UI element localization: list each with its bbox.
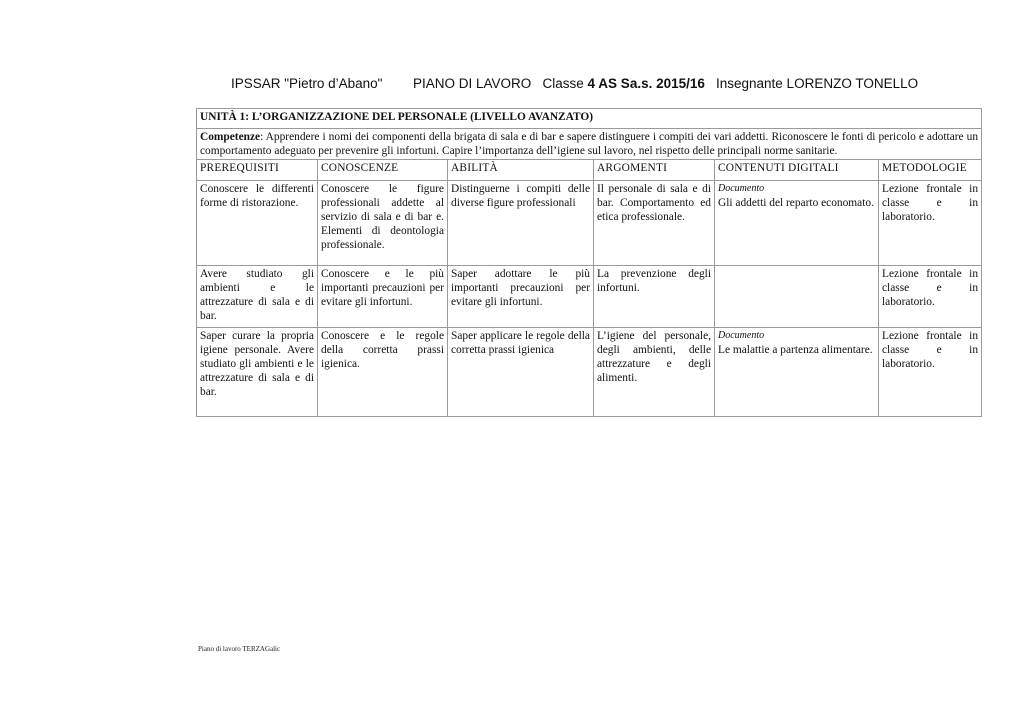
cell-abilita: Saper adottare le più importanti precauzioni per evitare gli infortuni. (448, 266, 594, 328)
teacher-name: Insegnante LORENZO TONELLO (716, 76, 919, 91)
school-name: IPSSAR "Pietro d’Abano" (231, 76, 383, 91)
plan-prefix: PIANO DI LAVORO Classe (413, 76, 588, 91)
unit-title: UNITÀ 1: L’ORGANIZZAZIONE DEL PERSONALE (LIVELLO AVANZATO) (197, 109, 982, 129)
cell-metodologie: Lezione frontale in classe e in laboratorio. (879, 266, 982, 328)
competenze-row (197, 129, 982, 160)
cell-contenuti-digitali (715, 328, 879, 417)
plan-class-info (413, 76, 705, 91)
competenze-text: : Apprendere i nomi dei componenti della brigata di sala e di bar e sapere distinguere i compiti dei vari addetti. Riconoscere le fonti di pericolo e adottare un comportamento adeguato per prevenire gli infortuni. Capire l’importanza dell’igiene sul lavoro, nel rispetto delle principali norme sanitarie. (200, 131, 979, 157)
cell-prerequisiti: Saper curare la propria igiene personale. Avere studiato gli ambienti e le attrezzature di sala e di bar. (197, 328, 318, 417)
cell-metodologie: Lezione frontale in classe e in laboratorio. (879, 328, 982, 417)
cell-conoscenze: Conoscere e le regole della corretta prassi igienica. (318, 328, 448, 417)
cell-abilita: Saper applicare le regole della corretta prassi igienica (448, 328, 594, 417)
cell-argomenti: Il personale di sala e di bar. Comportamento ed etica professionale. (594, 181, 715, 266)
column-header-row (197, 160, 982, 181)
header-conoscenze: CONOSCENZE (318, 160, 448, 181)
cell-argomenti: L’igiene del personale, degli ambienti, delle attrezzature e degli alimenti. (594, 328, 715, 417)
document-title: Le malattie a partenza alimentare. (718, 344, 873, 356)
unit-title-row (197, 109, 982, 129)
class-year: 4 AS Sa.s. 2015/16 (587, 76, 705, 91)
table-row (197, 181, 982, 266)
cell-abilita: Distinguerne i compiti delle diverse figure professionali (448, 181, 594, 266)
lesson-plan-table (196, 108, 982, 417)
header-metodologie: METODOLOGIE (879, 160, 982, 181)
header-prerequisiti: PREREQUISITI (197, 160, 318, 181)
document-title: Gli addetti del reparto economato. (718, 197, 874, 209)
cell-prerequisiti: Avere studiato gli ambienti e le attrezzature di sala e di bar. (197, 266, 318, 328)
header-contenuti-digitali: CONTENUTI DIGITALI (715, 160, 879, 181)
page-footer: Piano di lavoro TERZAGalic (198, 645, 281, 653)
table-row (197, 266, 982, 328)
cell-metodologie: Lezione frontale in classe e in laboratorio. (879, 181, 982, 266)
table-row (197, 328, 982, 417)
competenze-cell (197, 129, 982, 160)
competenze-label: Competenze (200, 131, 261, 143)
page-header (0, 76, 1024, 96)
cell-contenuti-digitali (715, 181, 879, 266)
header-abilita: ABILITÀ (448, 160, 594, 181)
document-label: Documento (718, 330, 765, 341)
cell-contenuti-digitali (715, 266, 879, 328)
document-label: Documento (718, 183, 765, 194)
cell-argomenti: La prevenzione degli infortuni. (594, 266, 715, 328)
cell-conoscenze: Conoscere le figure professionali addette al servizio di sala e di bar e. Elementi di deontologia professionale. (318, 181, 448, 266)
cell-prerequisiti: Conoscere le differenti forme di ristorazione. (197, 181, 318, 266)
cell-conoscenze: Conoscere e le più importanti precauzioni per evitare gli infortuni. (318, 266, 448, 328)
header-argomenti: ARGOMENTI (594, 160, 715, 181)
